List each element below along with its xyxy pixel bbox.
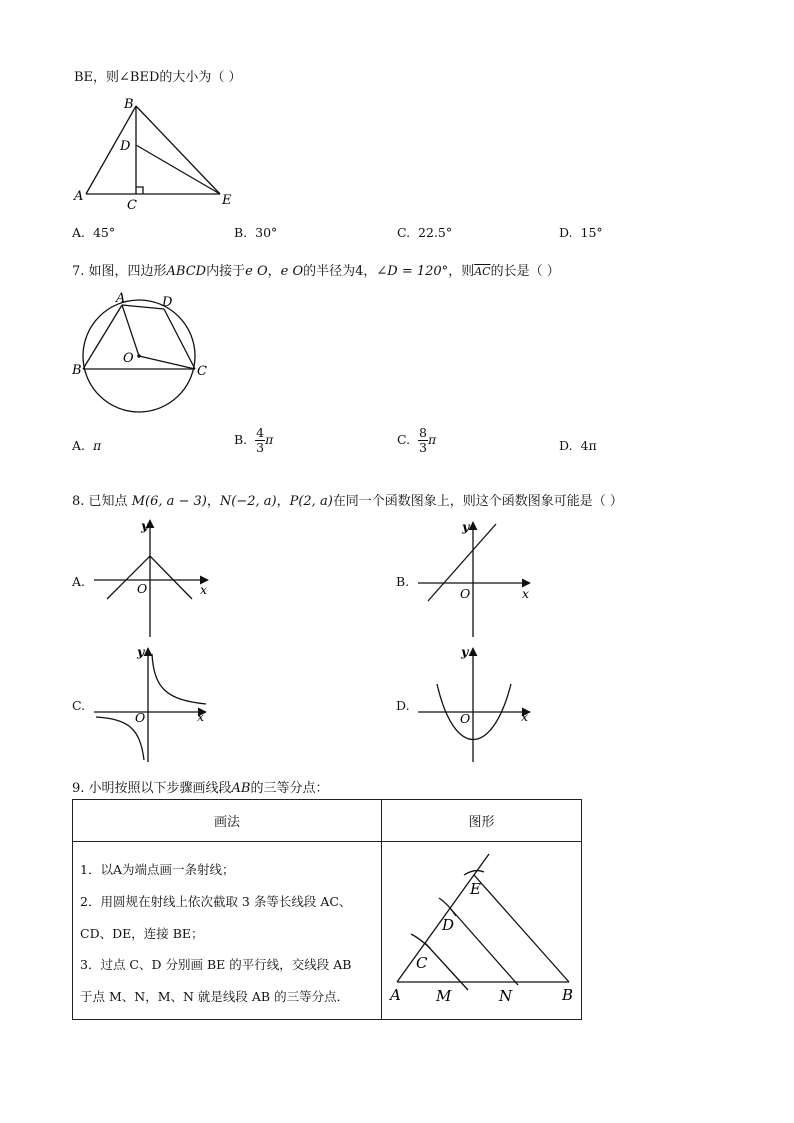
q8-option-a: A.: [72, 574, 86, 589]
q6-label-c: C: [127, 198, 137, 213]
q7-label-o: O: [123, 351, 134, 366]
q9-label-m: M: [436, 987, 452, 1005]
q7-option-a: A. π: [72, 438, 102, 453]
q8c-y-label: y: [137, 644, 145, 659]
q8-stem: 8. 已知点 M(6, a − 3)，N(−2, a)，P(2, a)在同一个函数图象上，则这个函数图象可能是（ ）: [72, 494, 623, 509]
q8a-y-label: y: [141, 518, 149, 533]
q8d-origin-label: O: [460, 711, 471, 726]
q9-label-d: D: [442, 916, 455, 934]
q7-label-c: C: [197, 364, 207, 379]
q9-step-3b: 于点 M、N，M、N 就是线段 AB 的三等分点．: [80, 989, 350, 1004]
q7-option-b: B. $\frac{4}{3}$ π: [234, 425, 274, 455]
q9-label-c: C: [416, 954, 428, 972]
q7-label-d: D: [162, 295, 173, 310]
q7-label-a: A: [116, 291, 126, 306]
q8-option-c: C.: [72, 698, 86, 713]
q7-option-d: D. 4π: [559, 438, 597, 453]
q8-option-d: D.: [396, 698, 410, 713]
q8-option-b: B.: [396, 574, 410, 589]
q6-label-a: A: [74, 189, 84, 204]
q8c-origin-label: O: [135, 710, 146, 725]
q9-header-figure: 图形: [382, 800, 582, 842]
q9-header-method: 画法: [73, 800, 382, 842]
q9-step-3a: 3．过点 C、D 分别画 BE 的平行线，交线段 AB: [80, 957, 352, 972]
q8d-y-label: y: [461, 644, 469, 659]
q9-step-1: 1．以A为端点画一条射线；: [80, 862, 235, 877]
q7-label-b: B: [72, 363, 82, 378]
q6-option-c: C. 22.5°: [397, 225, 453, 240]
q6-option-a: A. 45°: [72, 225, 116, 240]
q8c-x-label: x: [197, 709, 205, 724]
q6-label-e: E: [222, 193, 232, 208]
q8a-x-label: x: [200, 582, 208, 597]
q7-option-c: C. $\frac{8}{3}$ π: [397, 425, 437, 455]
q9-step-2b: CD、DE，连接 BE；: [80, 926, 204, 941]
q9-label-e: E: [470, 880, 481, 898]
q9-stem: 9. 小明按照以下步骤画线段AB的三等分点：: [72, 781, 329, 796]
q8b-y-label: y: [462, 519, 470, 534]
q9-step-2a: 2．用圆规在射线上依次截取 3 条等长线段 AC、: [80, 894, 352, 909]
q6-option-d: D. 15°: [559, 225, 603, 240]
q8a-origin-label: O: [137, 581, 148, 596]
q9-label-a: A: [390, 986, 401, 1004]
q6-label-d: D: [120, 139, 131, 154]
q6-label-b: B: [124, 97, 134, 112]
q8b-origin-label: O: [460, 586, 471, 601]
q7-stem: 7. 如图，四边形ABCD内接于e O，e O的半径为4，∠D = 120°，则$\overline{AC}$的长是（ ）: [72, 264, 560, 279]
q8d-x-label: x: [521, 709, 529, 724]
q6-stem: BE，则∠BED的大小为（ ）: [74, 70, 242, 85]
q9-label-b: B: [562, 986, 574, 1004]
q8b-x-label: x: [522, 586, 530, 601]
q9-label-n: N: [499, 987, 513, 1005]
q6-option-b: B. 30°: [234, 225, 278, 240]
